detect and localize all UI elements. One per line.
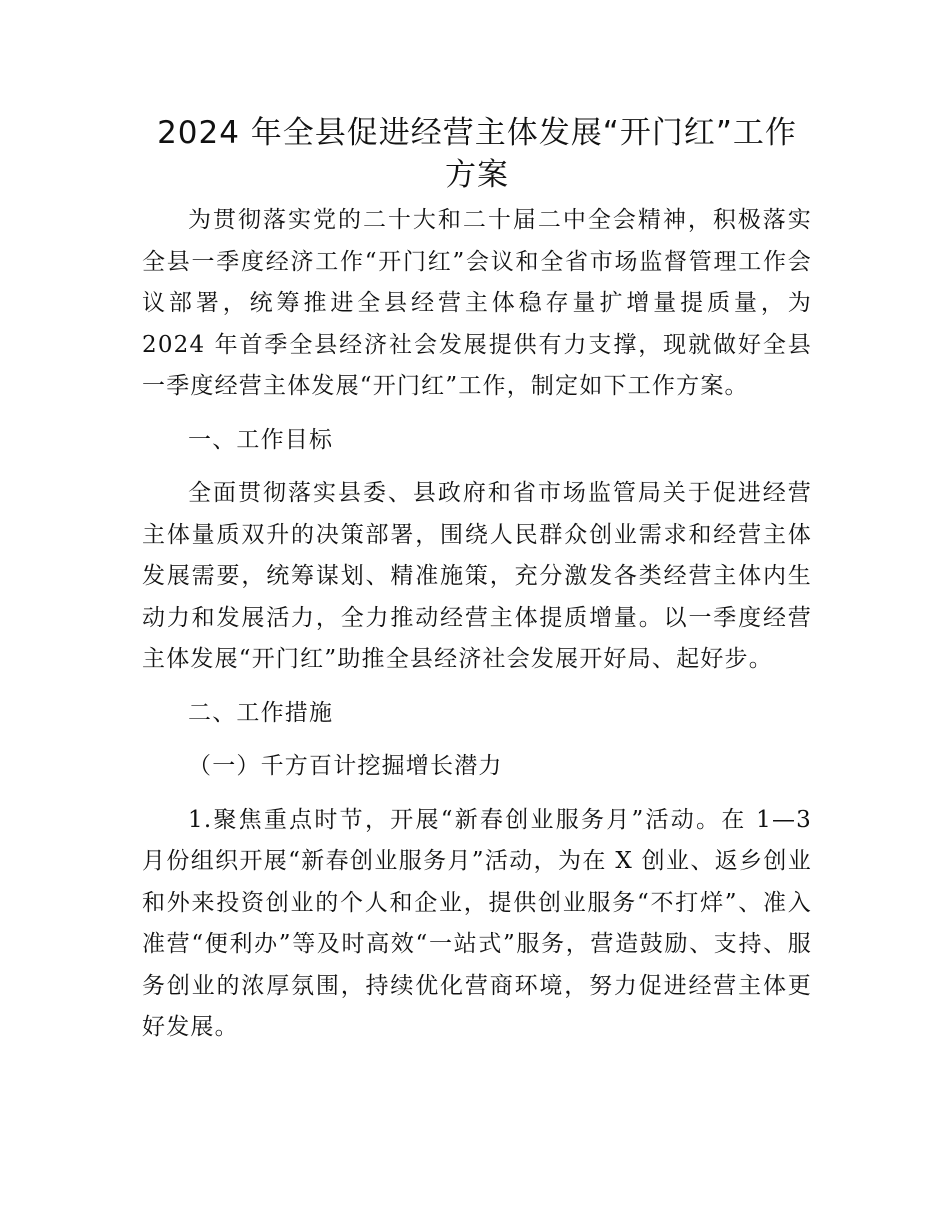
document-body [142, 112, 812, 1049]
document-title [142, 112, 812, 196]
title-line-1: 2024 年全县促进经营主体发展“开门红”工作 [157, 115, 797, 151]
subsection-1-heading: （一）千方百计挖掘增长潜力 [188, 753, 503, 779]
section-2-heading: 二、工作措施 [188, 699, 334, 726]
title-line-2: 方案 [445, 157, 509, 193]
section-1-paragraph: 全面贯彻落实县委、县政府和省市场监管局关于促进经营主体量质双升的决策部署，围绕人民群众创业需求和经营主体发展需要，统筹谋划、精准施策，充分激发各类经营主体内生动力和发展活力，全力推动经营主体提质增量。以一季度经营主体发展“开门红”助推全县经济社会发展开好局、起好步。 [142, 480, 812, 672]
intro-paragraph: 为贯彻落实党的二十大和二十届二中全会精神，积极落实全县一季度经济工作“开门红”会议和全省市场监督管理工作会议部署，统筹推进全县经营主体稳存量扩增量提质量，为 2024 年首季全县经济社会发展提供有力支撑，现就做好全县一季度经营主体发展“开门红”工作，制定如下工作方案。 [142, 207, 812, 399]
item-1-paragraph: 1.聚焦重点时节，开展“新春创业服务月”活动。在 1—3 月份组织开展“新春创业服务月”活动，为在 X 创业、返乡创业和外来投资创业的个人和企业，提供创业服务“不打烊”、准入准营“便利办”等及时高效“一站式”服务，营造鼓励、支持、服务创业的浓厚氛围，持续优化营商环境，努力促进经营主体更好发展。 [142, 806, 812, 1040]
section-1-heading: 一、工作目标 [188, 426, 334, 453]
